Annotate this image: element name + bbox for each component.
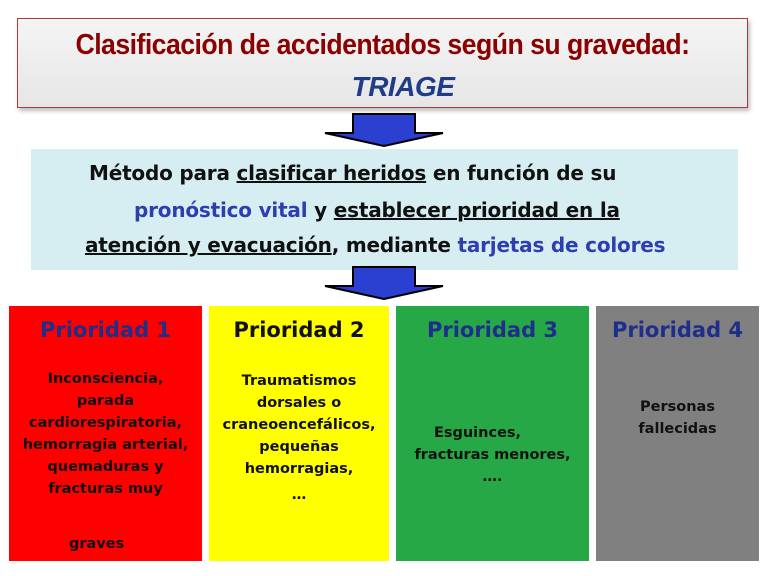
description-underlined-text: establecer prioridad en la (333, 198, 620, 222)
description-text: y (307, 198, 334, 222)
priority-2-box (209, 306, 389, 561)
title: Clasificación de accidentados según su gravedad: (75, 29, 690, 61)
description-line-2 (134, 198, 620, 222)
priority-1-extra: graves (69, 536, 125, 552)
description-text: , mediante (331, 233, 458, 257)
down-arrow-icon (323, 266, 445, 300)
down-arrow-icon (323, 113, 445, 147)
priority-3-title: Prioridad 3 (426, 318, 559, 342)
description-text: en función de su (426, 161, 617, 185)
priority-3-text (390, 422, 595, 488)
priority-2-title: Prioridad 2 (233, 318, 365, 342)
priority-2-line: Traumatismos (241, 373, 357, 389)
priority-1-line: Inconsciencia, (47, 371, 164, 387)
priority-1-title: Prioridad 1 (39, 318, 172, 342)
description-box (31, 149, 738, 270)
priority-1-box (9, 306, 202, 561)
description-line-1 (89, 161, 616, 185)
priority-2-line: hemorragias, (244, 461, 354, 477)
priority-4-line: fallecidas (638, 421, 717, 437)
priority-4-line: Personas (640, 399, 715, 415)
priority-2-line: craneoencefálicos, (222, 417, 376, 433)
priority-2-line: … (291, 487, 307, 503)
priority-4-text (590, 396, 765, 440)
priority-1-text (3, 368, 208, 500)
priority-3-box (396, 306, 589, 561)
priority-1-line: cardiorespiratoria, (28, 415, 183, 431)
priority-1-line: quemaduras y (47, 459, 164, 475)
priority-2-text (203, 370, 395, 506)
priority-1-line: parada (76, 393, 135, 409)
description-text: Método para (89, 161, 237, 185)
priority-2-line: dorsales o (256, 395, 342, 411)
priority-2-line: pequeñas (259, 439, 339, 455)
description-highlight: pronóstico vital (134, 198, 308, 222)
description-underlined-text: clasificar heridos (236, 161, 427, 185)
description-underlined-text: atención y evacuación (85, 233, 332, 257)
priority-1-line: hemorragia arterial, (22, 437, 189, 453)
priority-4-box (596, 306, 759, 561)
triage-label: TRIAGE (351, 71, 455, 102)
priority-3-line: fracturas menores, (414, 447, 571, 463)
description-line-3 (85, 233, 665, 257)
priority-1-line: fracturas muy (48, 481, 163, 497)
priority-3-line: …. (482, 469, 503, 485)
priority-3-line: Esguinces, (433, 425, 522, 441)
description-highlight: tarjetas de colores (457, 233, 666, 257)
priority-4-title: Prioridad 4 (611, 318, 744, 342)
title-box (17, 18, 748, 108)
